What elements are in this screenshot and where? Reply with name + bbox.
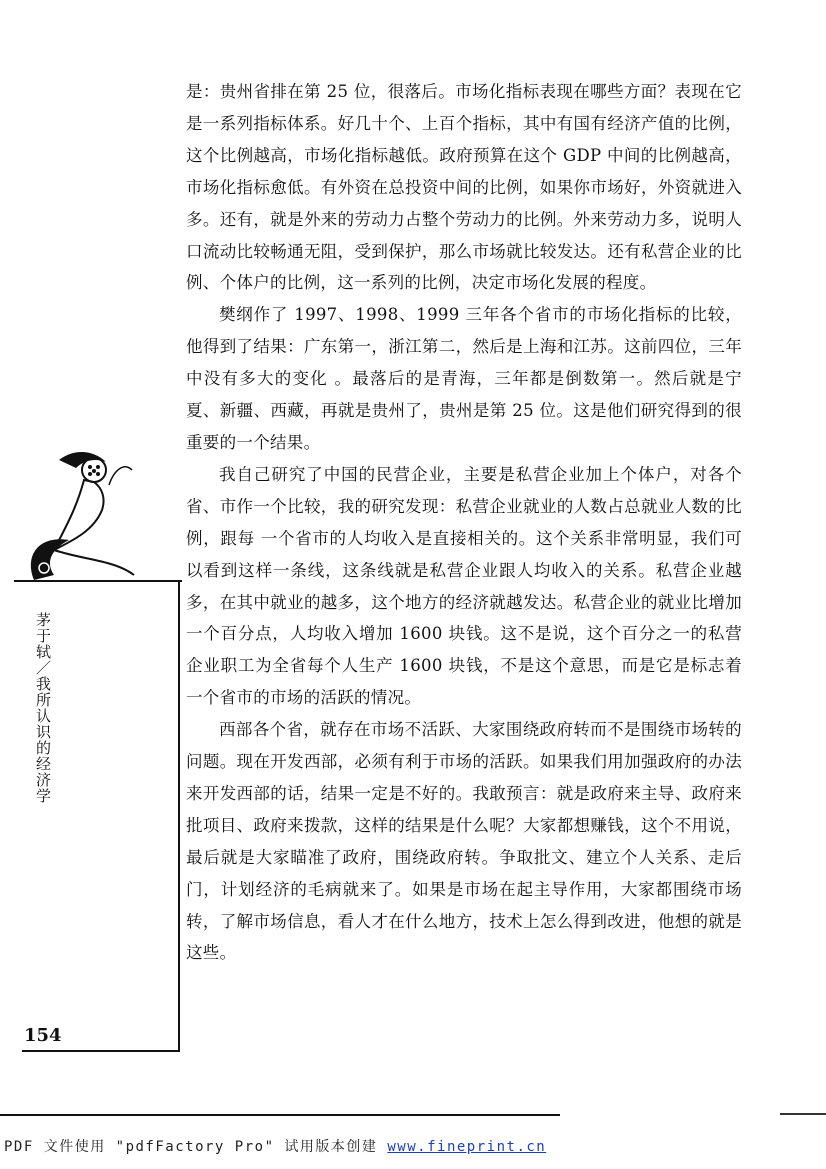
side-rule: [14, 580, 182, 582]
paragraph-4: 西部各个省，就存在市场不活跃、大家围绕政府转而不是围绕市场转的问题。现在开发西部，必须有利于市场的活跃。如果我们用加强政府的办法来开发西部的话，结果一定是不好的。我敢预言：就是政府来主导、政府来批项目、政府来拨款，这样的结果是什么呢？大家都想赚钱，这个不用说，最后就是大家瞄准了政府，围绕政府转。争取批文、建立个人关系、走后门，计划经济的毛病就来了。如果是市场在起主导作用，大家都围绕市场转，了解市场信息，看人才在什么地方，技术上怎么得到改进，他想的就是这些。: [186, 720, 742, 963]
side-vertical-rule: [178, 580, 180, 1050]
paragraph-2: 樊纲作了 1997、1998、1999 三年各个省市的市场化指标的比较，他得到了结果：广东第一，浙江第二，然后是上海和江苏。这前四位，三年中没有多大的变化 。最落后的是青海，三年都是倒数第一。然后就是宁夏、新疆、西藏，再就是贵州了，贵州是第 25 位。这是他们研究得到的很重要的一个结果。: [186, 305, 742, 452]
footer-text: PDF 文件使用 "pdfFactory Pro" 试用版本创建: [4, 1139, 378, 1155]
running-head: 茅于轼／我所认识的经济学: [34, 612, 52, 804]
footer: [4, 1136, 546, 1156]
paragraph-3: 我自己研究了中国的民营企业，主要是私营企业加上个体户，对各个省、市作一个比较，我的研究发现：私营企业就业的人数占总就业人数的比例，跟每 一个省市的人均收入是直接相关的。这个关系非常明显，我们可以看到这样一条线，这条线就是私营企业跟人均收入的关系。私营企业越多，在其中就业的越多，这个地方的经济就越发达。私营企业的就业比增加一个百分点，人均收入增加 1600 块钱。这不是说，这个百分之一的私营企业职工为全省每个人生产 1600 块钱，不是这个意思，而是它是标志着一个省市的市场的活跃的情况。: [186, 464, 742, 708]
bird-ornament-icon: [14, 440, 164, 585]
page-number-rule: [22, 1050, 180, 1052]
footer-link[interactable]: www.fineprint.cn: [387, 1139, 547, 1155]
paragraph-1: 是：贵州省排在第 25 位，很落后。市场化指标表现在哪些方面？表现在它是一系列指标体系。好几十个、上百个指标，其中有国有经济产值的比例，这个比例越高，市场化指标越低。政府预算在这个 GDP 中间的比例越高，市场化指标愈低。有外资在总投资中间的比例，如果你市场好，外资就进入多。还有，就是外来的劳动力占整个劳动力的比例。外来劳动力多，说明人口流动比较畅通无阻，受到保护，那么市场就比较发达。还有私营企业的比例、个体户的比例，这一系列的比例，决定市场化发展的程度。: [186, 82, 742, 293]
bottom-rule: [0, 1114, 560, 1116]
main-text: [186, 76, 742, 969]
page-number: 154: [24, 1025, 62, 1046]
bottom-rule-right: [780, 1113, 826, 1115]
